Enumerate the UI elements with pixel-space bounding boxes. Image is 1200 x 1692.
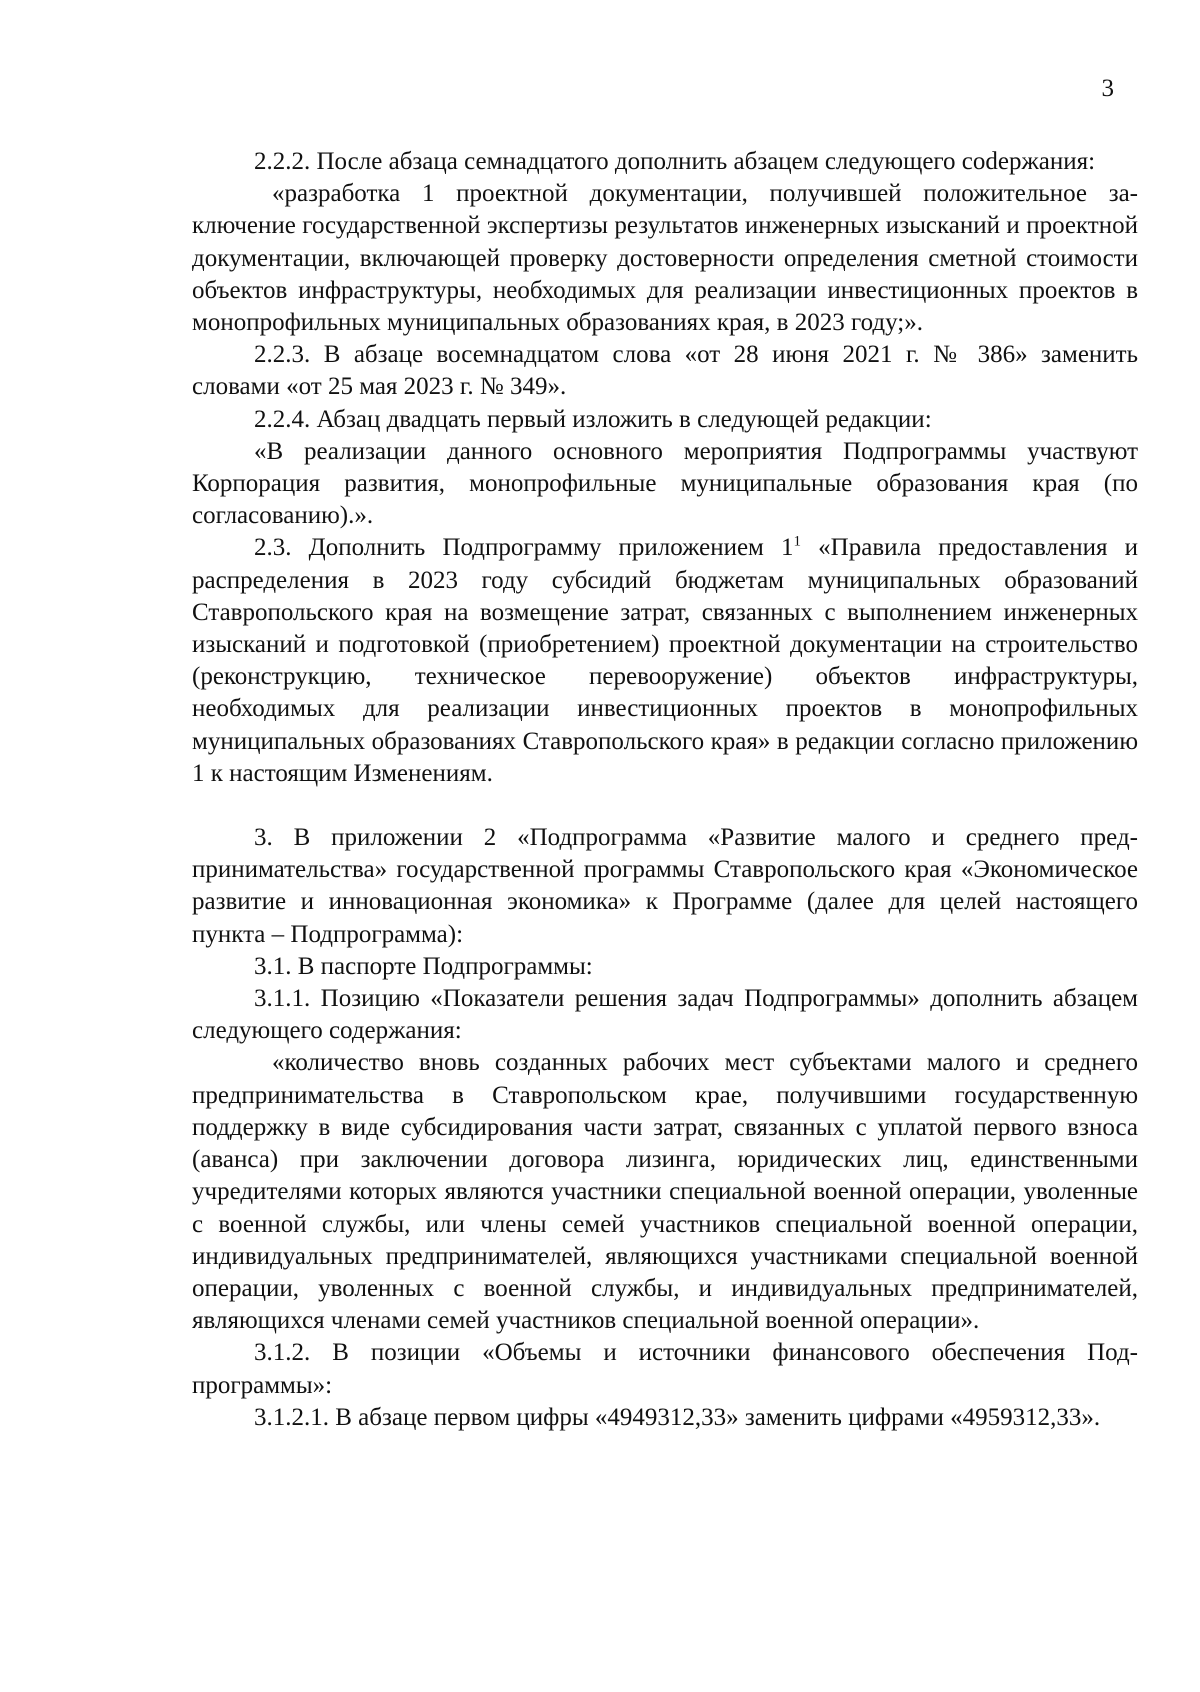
appendix-superscript: 1 [793, 534, 802, 551]
paragraph-2-3 [192, 532, 1138, 790]
paragraph-3-1-2: 3.1.2. В позиции «Объемы и источники финансового обеспечения Подпрограммы»: [192, 1339, 1138, 1399]
paragraph-2-3-rest: «Правила предоставления и распределения в 2023 году субсидий бюджетам муниципальных образований Ставропольского края на возмещение затрат, связанных с выполнением инженерных изысканий и подготовкой (приобретением) проектной документации на строительство (реконструкцию, техническое перевооружение) объектов инфраструктуры, необходимых для реализации инвестиционных проектов в монопрофильных муниципальных образованиях Ставропольского края» в редакции согласно приложению 1 к настоящим Изменениям. [192, 534, 1138, 787]
paragraph-2-2-3: 2.2.3. В абзаце восемнадцатом слова «от 28 июня 2021 г. № 386» заменить словами «от 25 мая 2023 г. № 349». [192, 341, 1138, 401]
paragraph-2-2-4: 2.2.4. Абзац двадцать первый изложить в следующей редакции: [254, 405, 932, 433]
paragraph-3-1-1: 3.1.1. Позицию «Показатели решения задач Подпрограммы» дополнить абзацем следующего содержания: [192, 985, 1138, 1045]
document-body [192, 146, 1138, 1434]
paragraph-quote-project-documentation: «разработка 1 проектной документации, получившей положительное заключение государственной экспертизы результатов инженерных изысканий и проектной документации, включающей проверку достоверности определения сметной стоимости объектов инфраструктуры, необходимых для реализации инвестиционных проектов в монопрофильных муниципальных образованиях края, в 2023 году;». [192, 180, 1138, 337]
paragraph-3: 3. В приложении 2 «Подпрограмма «Развитие малого и среднего предпринимательства» государственной программы Ставропольского края «Экономическое развитие и инновационная экономика» к Программе (далее для целей настоящего пункта – Подпрограмма): [192, 824, 1138, 948]
paragraph-3-1-2-1: 3.1.2.1. В абзаце первом цифры «4949312,33» заменить цифрами «4959312,33». [254, 1403, 1101, 1431]
page-number: 3 [1101, 75, 1114, 102]
paragraph-quote-participants: «В реализации данного основного мероприятия Подпрограммы участвуют Корпорация развития, монопрофильные муниципальные образования края (по согласованию).». [192, 437, 1138, 530]
paragraph-3-1: 3.1. В паспорте Подпрограммы: [254, 952, 593, 980]
paragraph-2-3-lead: 2.3. Дополнить Подпрограмму приложением 1 [254, 534, 794, 562]
paragraph-quote-new-jobs: «количество вновь созданных рабочих мест субъектами малого и среднего предпринимательства в Ставропольском крае, получившими государственную поддержку в виде субсидирования части затрат, связанных с уплатой первого взноса (аванса) при заключении договора лизинга, юридических лиц, единственными учредителями которых являются участники специальной военной операции, уволенные с военной службы, или члены семей участников специальной военной операции, индивидуальных предпринимателей, являющихся участниками специальной военной операции, уволенных с военной службы, и индивидуальных предпринимателей, являющихся членами семей участников специальной военной операции». [192, 1049, 1138, 1335]
paragraph-2-2-2: 2.2.2. После абзаца семнадцатого дополнить абзацем следующего соdержания: [254, 148, 1096, 175]
